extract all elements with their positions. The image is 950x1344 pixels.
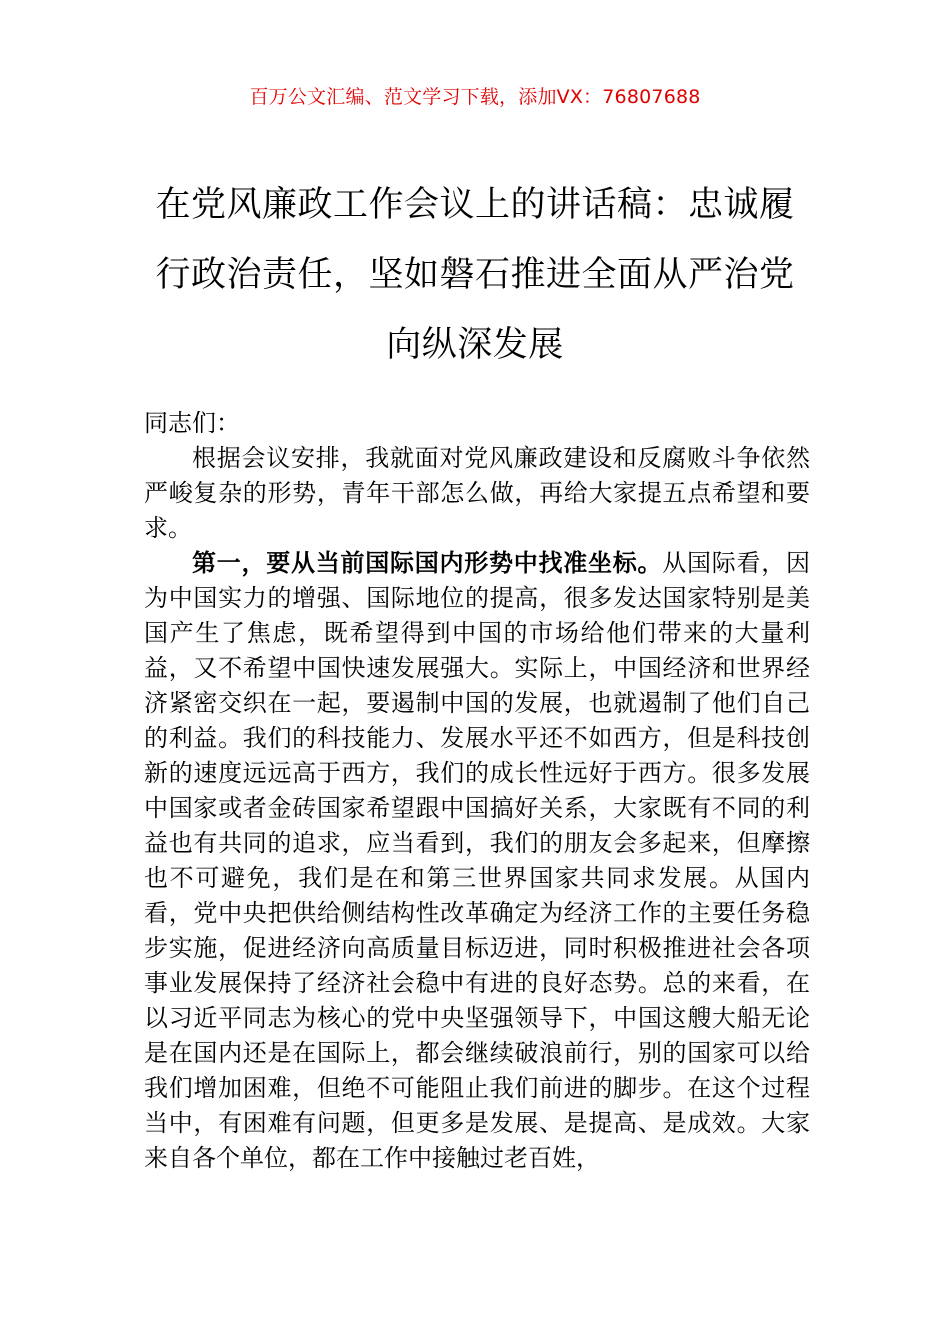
paragraph-text: 根据会议安排，我就面对党风廉政建设和反腐败斗争依然严峻复杂的形势，青年干部怎么做，再给大家提五点希望和要求。 [144,444,810,542]
paragraph-point-one [144,546,810,1176]
header-watermark-note: 百万公文汇编、范文学习下载，添加VX：76807688 [249,86,701,108]
document-body [144,406,810,1176]
paragraph-text: 从国际看，因为中国实力的增强、国际地位的提高，很多发达国家特别是美国产生了焦虑，既希望得到中国的市场给他们带来的大量利益，又不希望中国快速发展强大。实际上，中国经济和世界经济紧密交织在一起，要遏制中国的发展，也就遏制了他们自己的利益。我们的科技能力、发展水平还不如西方，但是科技创新的速度远远高于西方，我们的成长性远好于西方。很多发展中国家或者金砖国家希望跟中国搞好关系，大家既有不同的利益也有共同的追求，应当看到，我们的朋友会多起来，但摩擦也不可避免，我们是在和第三世界国家共同求发展。从国内看，党中央把供给侧结构性改革确定为经济工作的主要任务稳步实施，促进经济向高质量目标迈进，同时积极推进社会各项事业发展保持了经济社会稳中有进的良好态势。总的来看，在以习近平同志为核心的党中央坚强领导下，中国这艘大船无论是在国内还是在国际上，都会继续破浪前行，别的国家可以给我们增加困难，但绝不可能阻止我们前进的脚步。在这个过程当中，有困难有问题，但更多是发展、是提高、是成效。大家来自各个单位，都在工作中接触过老百姓， [144,549,810,1172]
paragraph-lead-heading: 第一，要从当前国际国内形势中找准坐标。 [192,549,663,577]
paragraph-intro [144,441,810,546]
document-title: 在党风廉政工作会议上的讲话稿：忠诚履行政治责任，坚如磐石推进全面从严治党向纵深发展 [155,185,795,365]
salutation: 同志们： [144,409,240,437]
